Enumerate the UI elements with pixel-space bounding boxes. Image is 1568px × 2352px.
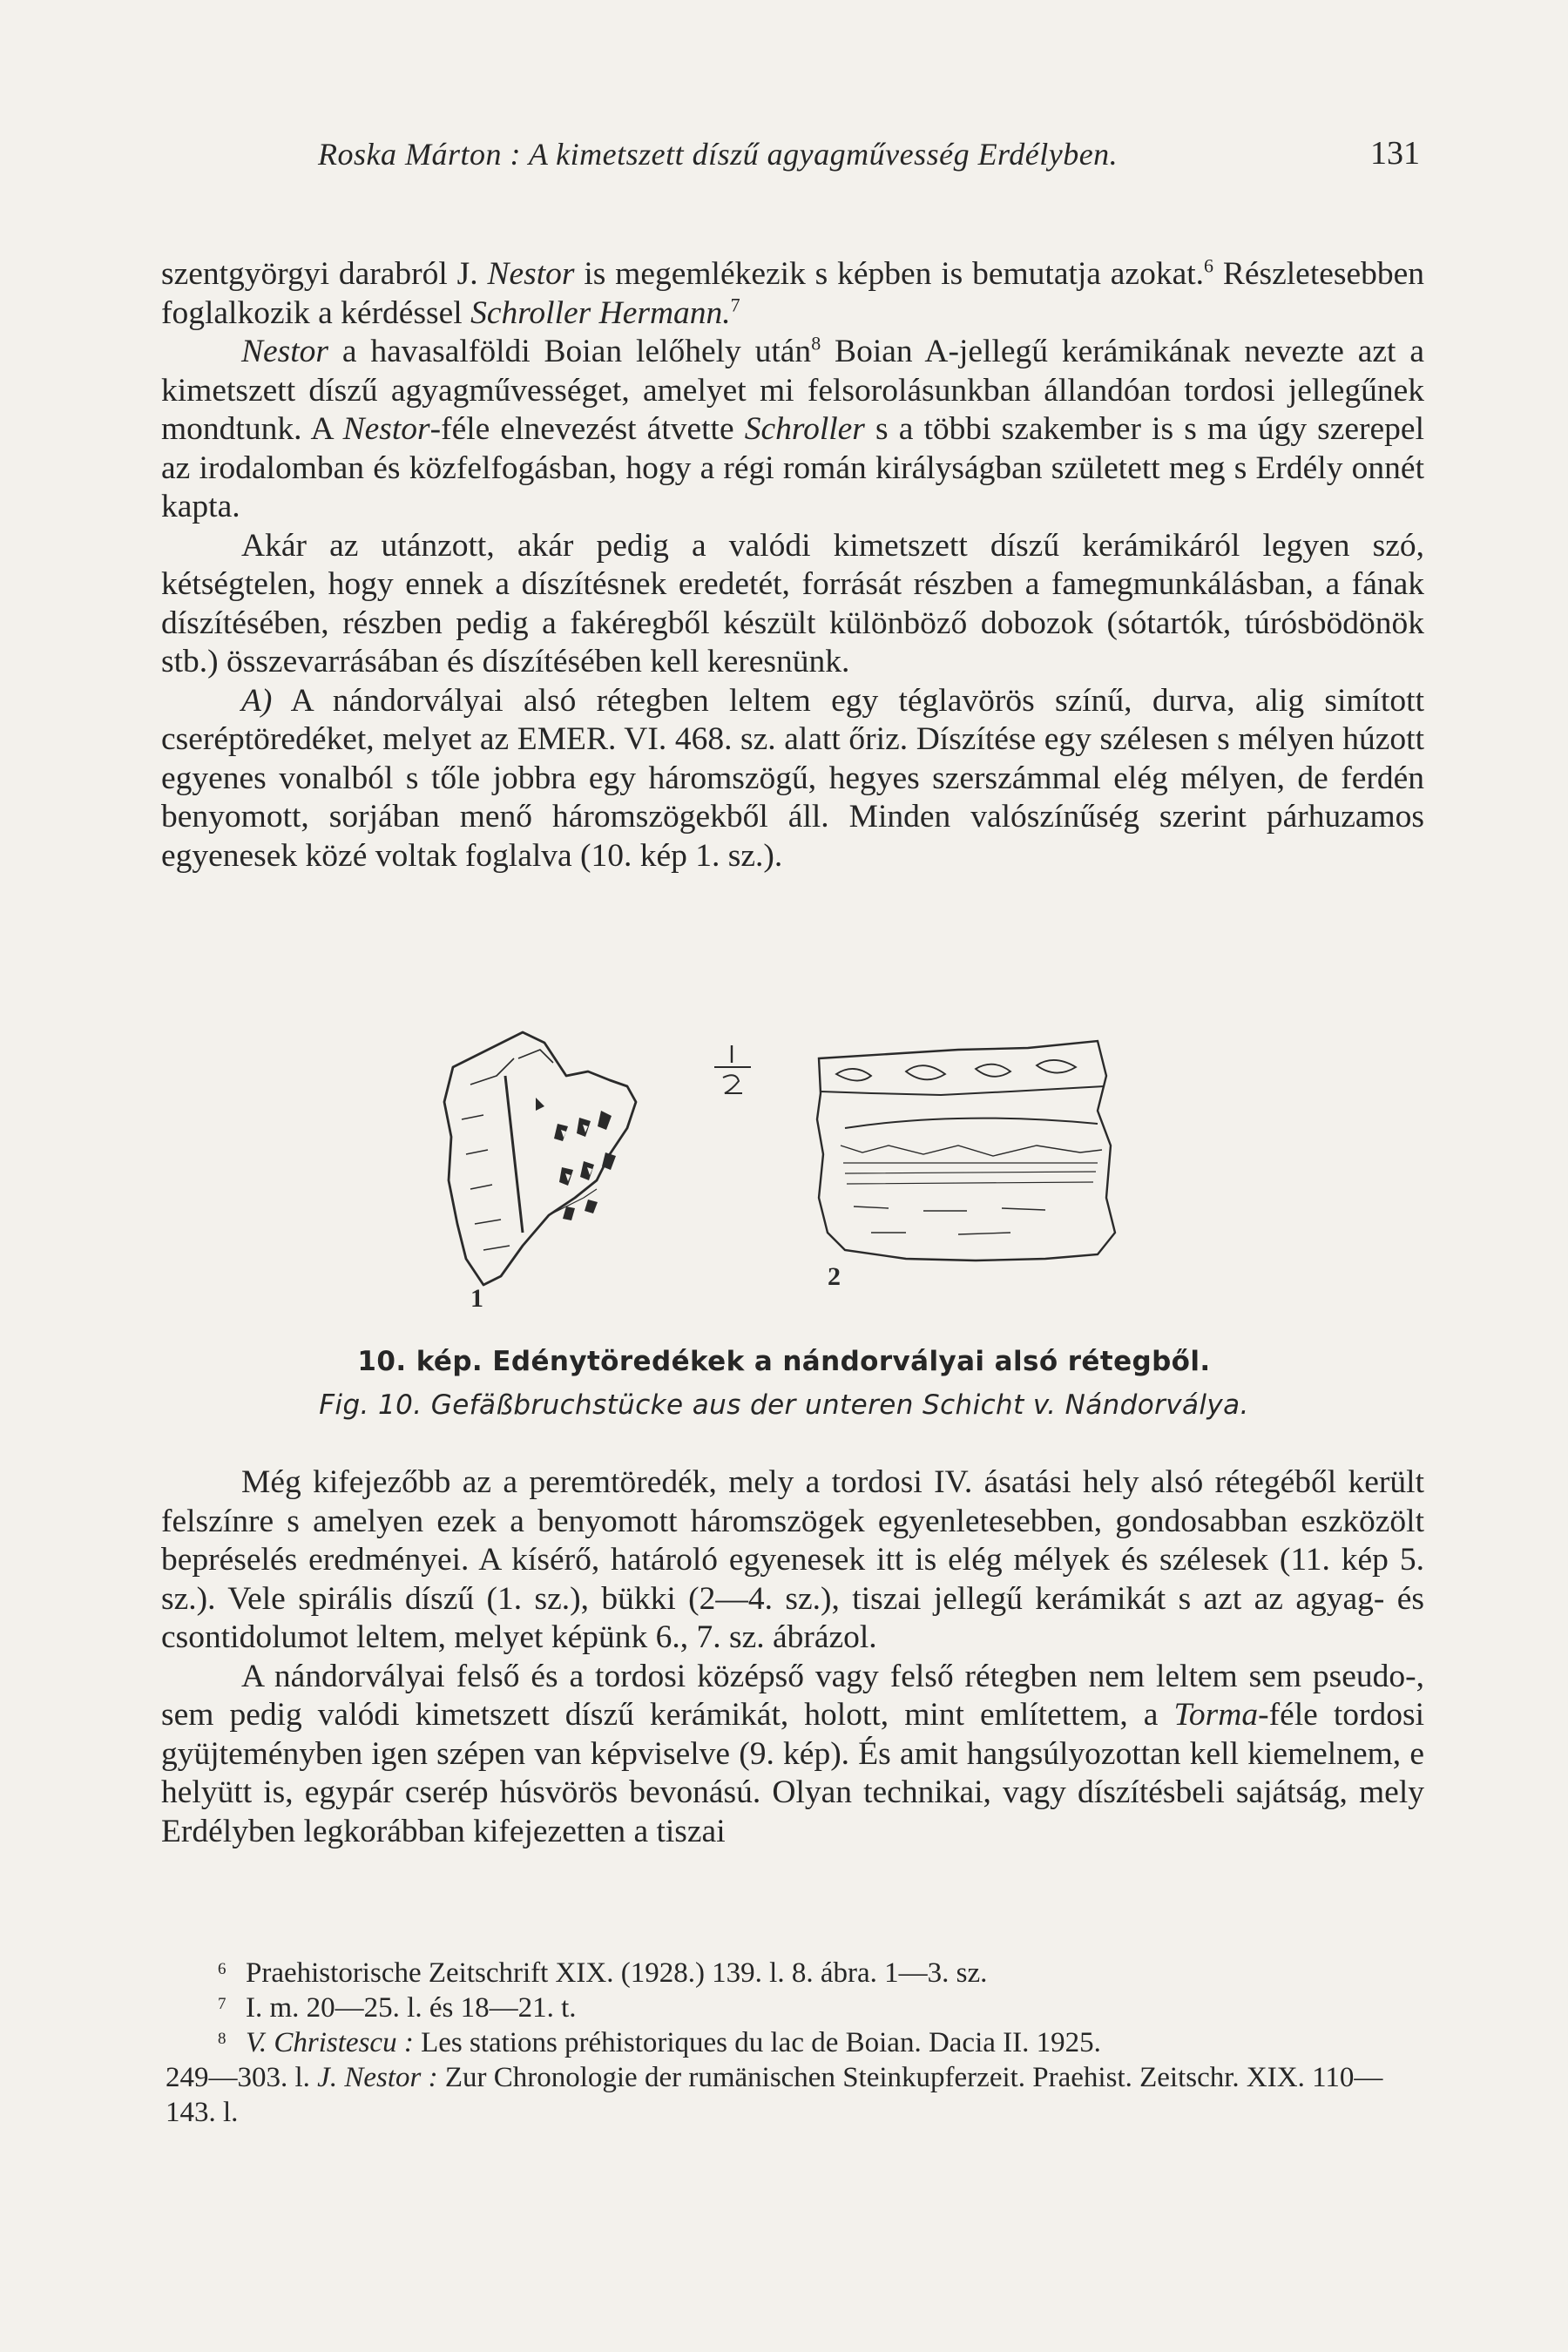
paragraph: Még kifejezőbb az a peremtöredék, mely a tordosi IV. ásatási hely alsó rétegéből került felszínre s amelyen ezek a benyomott háromszögek egyenletesebben, gondosabban eszközölt bepréselés eredményei. A kísérő, határoló egyenesek itt is elég mélyek és szélesek (11. kép 5. sz.). Vele spirális díszű (1. sz.), bükki (2—4. sz.), tiszai jellegű kerámikát s azt az agyag- és csontidolumot leltem, melyet képünk 6., 7. sz. ábrázol. (161, 1464, 1424, 1655)
scale-numerator: 1 (727, 1041, 740, 1070)
footnote-text: I. m. 20—25. l. és 18—21. t. (246, 1992, 577, 2024)
footnote-marker: 8 (218, 2030, 226, 2048)
footnote-marker: 6 (218, 1960, 226, 1978)
fragment-1-label: 1 (470, 1284, 483, 1313)
fragment-2-label: 2 (828, 1262, 841, 1291)
footnote-text-continued: 249—303. l. J. Nestor : Zur Chronologie der rumänischen Steinkupferzeit. Praehist. Zeitschr. XIX. 110—143. l. (166, 2062, 1383, 2128)
paragraph: Akár az utánzott, akár pedig a valódi kimetszett díszű kerámikáról legyen szó, kétségtelen, hogy ennek a díszítésnek eredetét, forrását részben a famegmunkálásban, a fának díszítésében, részben pedig a fakéregből készült különböző dobozok (sótartók, túrósbödönök stb.) összevarrásában és díszítésében kell keresnünk. (161, 527, 1424, 679)
pottery-fragments-figure (436, 1024, 1132, 1324)
paragraph: szentgyörgyi darabról J. Nestor is megemlékezik s képben is bemutatja azokat.$^6$ Részletesebben foglalkozik a kérdéssel Schroller Hermann.$^7$ (161, 254, 1425, 331)
paragraph: A) A nándorvályai alsó rétegben leltem egy téglavörös színű, durva, alig simított cseréptöredéket, melyet az EMER. VI. 468. sz. alatt őriz. Díszítése egy szélesen s mélyen húzott egyenes vonalból s tőle jobbra egy háromszögű, hegyes szerszámmal elég mélyen, de ferdén benyomott, sorjában menő háromszögekből áll. Minden valószínűség szerint párhuzamos egyenesek közé voltak foglalva (10. kép 1. sz.). (161, 682, 1424, 874)
footnote-marker: 7 (218, 1995, 226, 2013)
footnote-text: Praehistorische Zeitschrift XIX. (1928.) 139. l. 8. ábra. 1—3. sz. (246, 1957, 988, 1989)
body-text-lower (161, 1463, 1424, 1851)
footnote-6 (166, 1956, 1420, 1990)
figure-caption-german: Fig. 10. Gefäßbruchstücke aus der unteren Schicht v. Nándorvályа. (319, 1389, 1249, 1421)
paragraph: Nestor a havasalföldi Boian lelőhely után$^8$ Boian A-jellegű kerámikának nevezte azt a kimetszett díszű agyagművességet, amelyet mi felsorolásunkban állandóan tordosi jellegűnek mondtunk. A Nestor-féle elnevezést átvette Schroller s a többi szakember is s ma úgy szerepel az irodalomban és közfelfogásban, hogy a régi román királyságban született meg s Erdély onnét kapta. (161, 332, 1424, 524)
footnote-text: V. Christescu : Les stations préhistoriques du lac de Boian. Dacia II. 1925. (246, 2027, 1101, 2058)
running-title: Roska Márton : A kimetszett díszű agyagművesség Erdélyben. (318, 137, 1119, 172)
page-header (166, 131, 1420, 179)
footnotes (166, 1956, 1420, 2130)
paragraph: A nándorvályai felső és a tordosi középső vagy felső rétegben nem leltem sem pseudo-, sem pedig valódi kimetszett díszű kerámikát, holott, mint említettem, a Torma-féle tordosi gyüjteményben igen szépen van képviselve (9. kép). És amit hangsúlyozottan kell kiemelnem, e helyütt is, egypár cserép húsvörös bevonású. Olyan technikai, vagy díszítésbeli sajátság, mely Erdélyben legkorábban kifejezetten a tiszai (161, 1658, 1424, 1849)
page-number: 131 (1370, 135, 1420, 172)
footnote-7 (166, 1990, 1420, 2025)
body-text-upper (161, 255, 1424, 875)
scale-denominator: 2 (725, 1072, 738, 1101)
fragment-2-drawing (817, 1041, 1115, 1260)
footnote-8 (166, 2025, 1420, 2130)
figure-caption-hungarian: 10. kép. Edénytöredékek a nándorvályai alsó rétegből. (357, 1346, 1211, 1377)
